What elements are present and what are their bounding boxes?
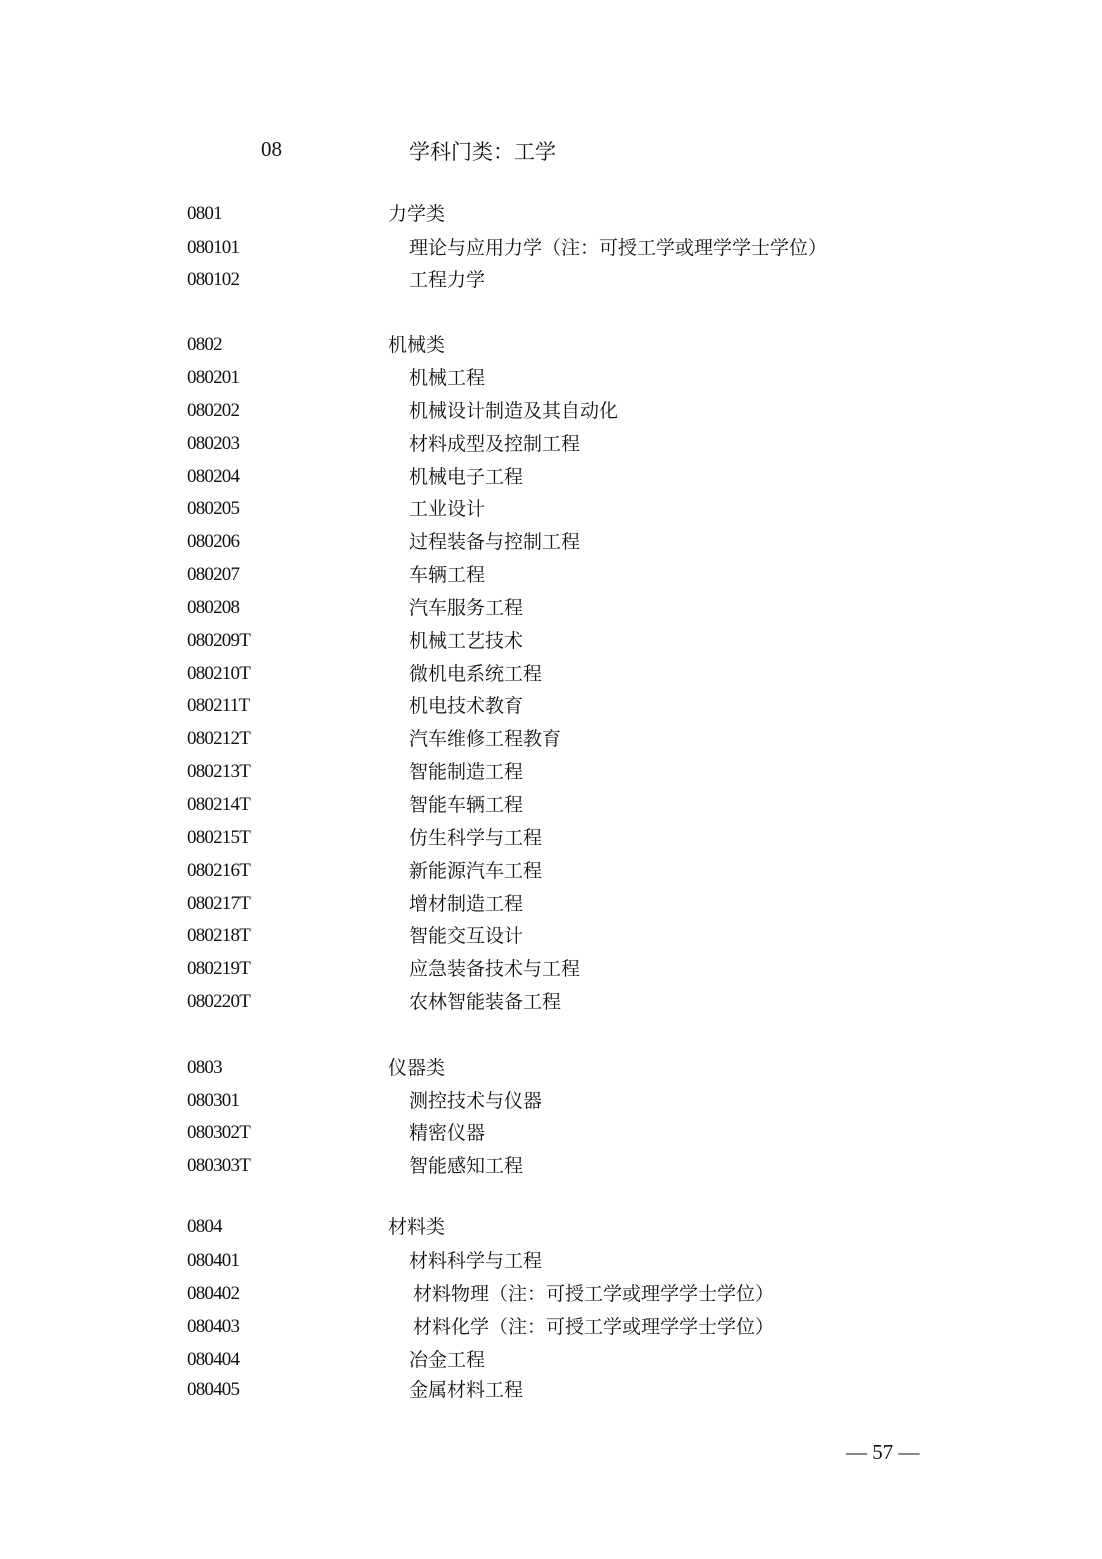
major-name: 过程装备与控制工程 [409, 531, 581, 553]
row-code: 080302T [187, 1122, 251, 1143]
row-code: 080203 [187, 433, 240, 454]
row-code: 080403 [187, 1316, 240, 1337]
major-name: 智能交互设计 [409, 925, 524, 947]
major-name: 理论与应用力学（注：可授工学或理学学士学位） [409, 237, 828, 259]
major-name: 材料科学与工程 [409, 1250, 543, 1272]
major-name: 汽车维修工程教育 [409, 728, 562, 750]
major-name: 冶金工程 [409, 1349, 486, 1371]
category-name: 力学类 [388, 203, 446, 225]
major-name: 车辆工程 [409, 564, 486, 586]
row-code: 080402 [187, 1283, 240, 1304]
major-name: 微机电系统工程 [409, 663, 543, 685]
major-name: 智能车辆工程 [409, 794, 524, 816]
row-code: 0803 [187, 1057, 222, 1078]
row-code: 0802 [187, 334, 222, 355]
major-name: 增材制造工程 [409, 893, 524, 915]
row-code: 080301 [187, 1090, 240, 1111]
major-name: 工业设计 [409, 498, 486, 520]
row-code: 080217T [187, 893, 251, 914]
page-number: — 57 — [846, 1440, 920, 1464]
major-name: 机械设计制造及其自动化 [409, 400, 619, 422]
row-code: 080209T [187, 630, 251, 651]
row-code: 080206 [187, 531, 240, 552]
row-code: 080210T [187, 663, 251, 684]
major-name: 材料成型及控制工程 [409, 433, 581, 455]
major-name: 智能感知工程 [409, 1155, 524, 1177]
major-name: 材料物理（注：可授工学或理学学士学位） [413, 1283, 775, 1305]
row-code: 0801 [187, 203, 222, 224]
row-code: 080216T [187, 860, 251, 881]
row-code: 080208 [187, 597, 240, 618]
major-name: 农林智能装备工程 [409, 991, 562, 1013]
row-code: 080202 [187, 400, 240, 421]
major-name: 智能制造工程 [409, 761, 524, 783]
row-code: 080405 [187, 1379, 240, 1400]
major-name: 材料化学（注：可授工学或理学学士学位） [413, 1316, 775, 1338]
major-name: 机电技术教育 [409, 695, 524, 717]
row-code: 080102 [187, 269, 240, 290]
row-code: 080404 [187, 1349, 240, 1370]
major-name: 精密仪器 [409, 1122, 486, 1144]
discipline-title: 学科门类：工学 [409, 140, 556, 164]
row-code: 080207 [187, 564, 240, 585]
row-code: 080219T [187, 958, 251, 979]
row-code: 080211T [187, 695, 250, 716]
row-code: 080201 [187, 367, 240, 388]
category-name: 机械类 [388, 334, 446, 356]
major-name: 机械工艺技术 [409, 630, 524, 652]
row-code: 080214T [187, 794, 251, 815]
major-name: 机械电子工程 [409, 466, 524, 488]
row-code: 0804 [187, 1216, 222, 1237]
row-code: 080101 [187, 237, 240, 258]
category-name: 材料类 [388, 1216, 446, 1238]
discipline-code: 08 [261, 137, 282, 161]
major-name: 汽车服务工程 [409, 597, 524, 619]
major-name: 金属材料工程 [409, 1379, 524, 1401]
row-code: 080401 [187, 1250, 240, 1271]
major-name: 仿生科学与工程 [409, 827, 543, 849]
row-code: 080220T [187, 991, 251, 1012]
row-code: 080205 [187, 498, 240, 519]
major-name: 机械工程 [409, 367, 486, 389]
category-name: 仪器类 [388, 1057, 446, 1079]
row-code: 080303T [187, 1155, 251, 1176]
row-code: 080215T [187, 827, 251, 848]
major-name: 应急装备技术与工程 [409, 958, 581, 980]
major-name: 新能源汽车工程 [409, 860, 543, 882]
row-code: 080213T [187, 761, 251, 782]
row-code: 080204 [187, 466, 240, 487]
row-code: 080212T [187, 728, 251, 749]
row-code: 080218T [187, 925, 251, 946]
major-name: 工程力学 [409, 269, 486, 291]
major-name: 测控技术与仪器 [409, 1090, 543, 1112]
